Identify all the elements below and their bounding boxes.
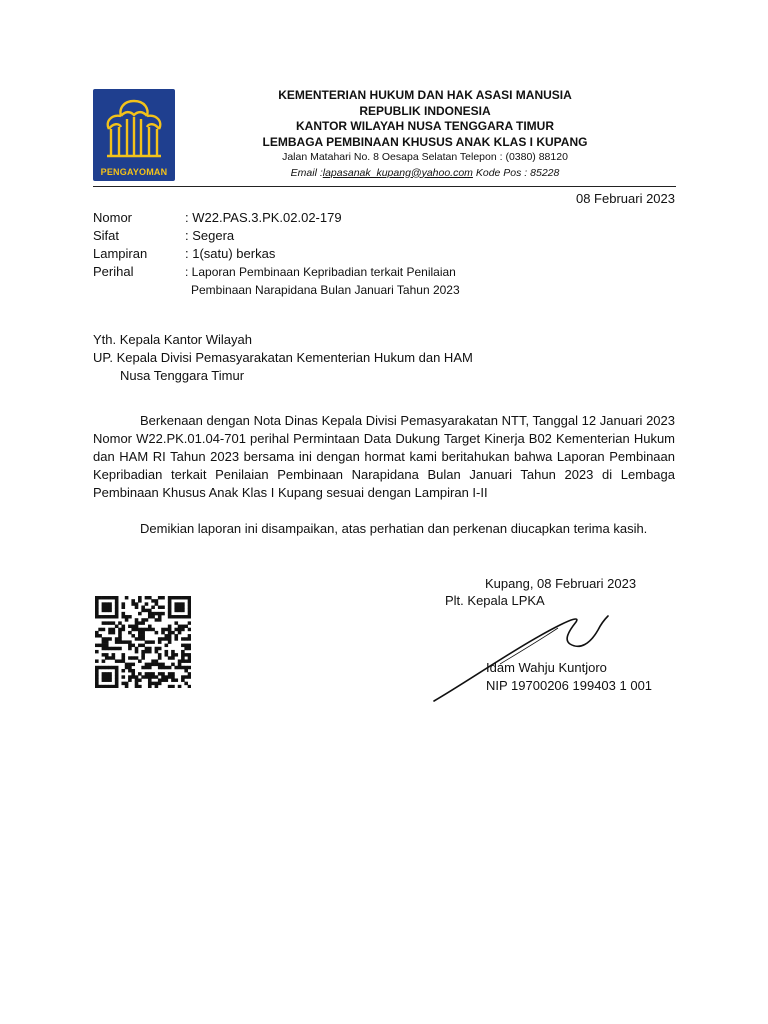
signature-place-date: Kupang, 08 Februari 2023: [485, 576, 637, 591]
logo-text: PENGAYOMAN: [100, 167, 168, 177]
nomor-label: Nomor: [93, 210, 133, 225]
sifat-value: : Segera: [185, 228, 235, 243]
pengayoman-logo: [93, 89, 175, 181]
header-divider: [93, 186, 676, 187]
recipient-block: [93, 331, 473, 385]
country-name: REPUBLIK INDONESIA: [359, 103, 491, 118]
pengayoman-emblem-icon: [93, 89, 175, 169]
nomor-value: : W22.PAS.3.PK.02.02-179: [185, 210, 342, 225]
letterhead: [240, 88, 610, 181]
contact-line: [240, 166, 610, 182]
postal-code: Kode Pos : 85228: [472, 166, 560, 179]
perihal-label: Perihal: [93, 264, 134, 279]
recipient-line1: Yth. Kepala Kantor Wilayah: [93, 332, 252, 347]
body-paragraph: Berkenaan dengan Nota Dinas Kepala Divisi Pemasyarakatan NTT, Tanggal 12 Januari 2023 Nomor W22.PK.01.04-701 perihal Permintaan Data Dukung Target Kinerja B02 Kementerian Hukum dan HAM RI Tahun 2023 bersama ini dengan hormat kami beritahukan bahwa Laporan Pembinaan Kepribadian terkait Penilaian Pembinaan Narapidana Bulan Januari Tahun 2023 di Lembaga Pembinaan Khusus Anak Klas I Kupang sesuai dengan Lampiran I-II: [93, 413, 675, 500]
email-label: Email :: [290, 166, 323, 179]
letter-body: [93, 412, 675, 538]
perihal-value-line1: : Laporan Pembinaan Kepribadian terkait Penilaian: [185, 265, 456, 279]
sifat-label: Sifat: [93, 228, 120, 243]
institution-address: Jalan Matahari No. 8 Oesapa Selatan Telepon : (0380) 88120: [282, 151, 568, 163]
qr-code-icon: [95, 596, 191, 688]
signatory-nip: NIP 19700206 199403 1 001: [486, 678, 653, 693]
letter-date: 08 Februari 2023: [575, 191, 675, 206]
signatory-name: Idam Wahju Kuntjoro: [486, 660, 607, 675]
closing-paragraph: Demikian laporan ini disampaikan, atas perhatian dan perkenan diucapkan terima kasih.: [140, 521, 648, 536]
email-link[interactable]: lapasanak_kupang@yahoo.com: [322, 166, 473, 179]
lampiran-value: : 1(satu) berkas: [185, 246, 276, 261]
lampiran-label: Lampiran: [93, 246, 148, 261]
perihal-value-line2: Pembinaan Narapidana Bulan Januari Tahun 2023: [191, 283, 460, 297]
institution-name: LEMBAGA PEMBINAAN KHUSUS ANAK KLAS I KUPANG: [262, 134, 588, 149]
signature-title: Plt. Kepala LPKA: [445, 593, 545, 608]
recipient-line3: Nusa Tenggara Timur: [120, 368, 245, 383]
regional-office: KANTOR WILAYAH NUSA TENGGARA TIMUR: [295, 119, 554, 133]
ministry-name: KEMENTERIAN HUKUM DAN HAK ASASI MANUSIA: [278, 88, 572, 102]
recipient-line2: UP. Kepala Divisi Pemasyarakatan Kementerian Hukum dan HAM: [93, 350, 473, 365]
